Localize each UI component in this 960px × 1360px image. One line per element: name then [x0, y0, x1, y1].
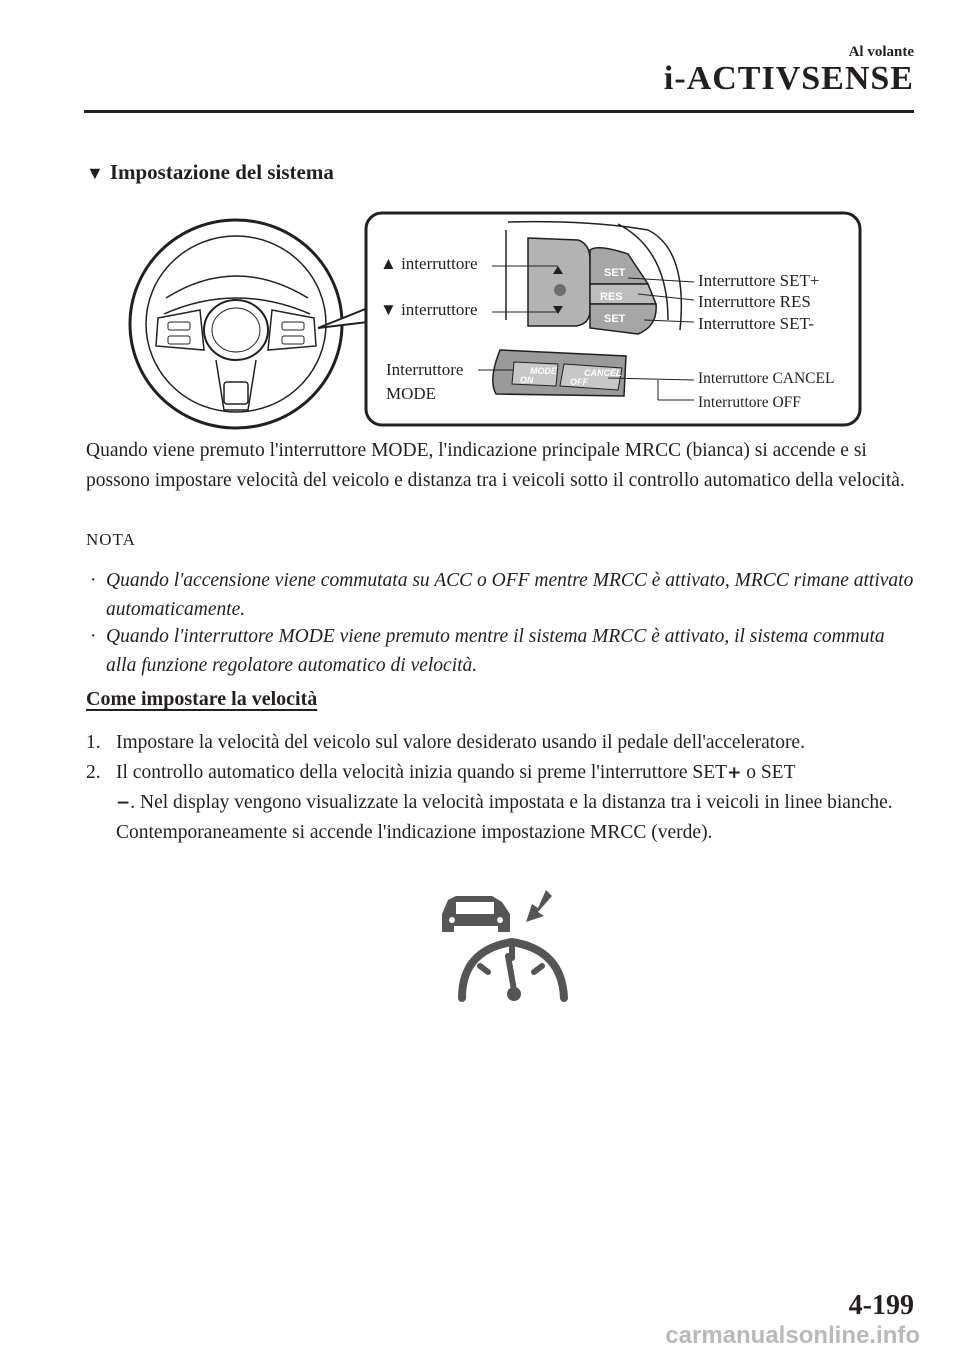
section-title-text: Impostazione del sistema — [109, 160, 334, 184]
chapter-title: Al volante — [848, 44, 914, 60]
step-text-part: . Nel display vengono visualizzate la velocità impostata e la distanza tra i veicoli in linee bianche. Contemporaneamente si accende l'indicazione impostazione MRCC (verde). — [116, 792, 893, 843]
triangle-down-icon: ▼ — [380, 300, 397, 319]
note-item — [90, 622, 916, 680]
page-number: 4-199 — [848, 1290, 914, 1321]
up-switch-label — [380, 254, 478, 274]
triangle-up-icon: ▲ — [380, 254, 397, 273]
intro-paragraph: Quando viene premuto l'interruttore MODE, l'indicazione principale MRCC (bianca) si accende e si possono impostare velocità del veicolo e distanza tra i veicoli sotto il controllo automatico della velocità. — [86, 440, 905, 491]
minus-icon: − — [116, 793, 131, 813]
button-set-minus-text: SET — [604, 313, 626, 325]
bullet-dot-icon: · — [90, 570, 97, 591]
down-switch-label-text: interruttore — [401, 300, 478, 319]
up-switch-label-text: interruttore — [401, 254, 478, 273]
steering-switch-figure — [128, 210, 864, 430]
watermark-text: carmanualsonline.info — [665, 1322, 920, 1349]
note-label: NOTA — [86, 530, 136, 549]
set-plus-switch-label: Interruttore SET+ — [698, 271, 820, 290]
mrcc-setting-indicator-icon — [432, 886, 582, 1006]
note-item — [90, 566, 916, 624]
note-item-text: Quando l'accensione viene commutata su ACC o OFF mentre MRCC è attivato, MRCC rimane attivato automaticamente. — [106, 570, 914, 620]
step-item — [86, 728, 916, 758]
down-switch-label — [380, 300, 478, 320]
set-minus-switch-label: Interruttore SET- — [698, 314, 814, 333]
step-number: 2. — [86, 762, 101, 783]
button-cancel-text: CANCEL — [584, 368, 622, 378]
res-switch-label: Interruttore RES — [698, 292, 811, 311]
header-divider — [84, 110, 914, 113]
button-off-text: OFF — [570, 377, 588, 387]
plus-icon: + — [727, 763, 742, 783]
step-text — [86, 758, 916, 848]
cancel-switch-label: Interruttore CANCEL — [698, 370, 835, 387]
note-item-text: Quando l'interruttore MODE viene premuto mentre il sistema MRCC è attivato, il sistema commuta alla funzione regolatore automatico di velocità. — [106, 626, 885, 676]
step-number: 1. — [86, 732, 101, 753]
button-on-text: ON — [520, 375, 534, 385]
mode-switch-label-line1: Interruttore — [386, 360, 464, 379]
triangle-down-icon: ▼ — [86, 163, 104, 183]
button-res-text: RES — [600, 291, 623, 303]
bullet-dot-icon: · — [90, 626, 97, 647]
mrcc-icon-graphic — [432, 886, 582, 1006]
subsection-title: Come impostare la velocità — [86, 688, 318, 710]
button-set-plus-text: SET — [604, 267, 626, 279]
step-text-part: Il controllo automatico della velocità inizia quando si preme l'interruttore SET — [116, 762, 728, 783]
button-mode-text: MODE — [530, 366, 557, 376]
off-switch-label: Interruttore OFF — [698, 394, 801, 411]
step-text: Impostare la velocità del veicolo sul valore desiderato usando il pedale dell'acceleratore. — [116, 732, 805, 753]
section-header-title: i-ACTIVSENSE — [663, 60, 914, 97]
step-item — [86, 758, 916, 848]
section-title — [86, 160, 334, 185]
step-text-part: o SET — [741, 762, 796, 783]
mode-switch-label-line2: MODE — [386, 384, 437, 403]
